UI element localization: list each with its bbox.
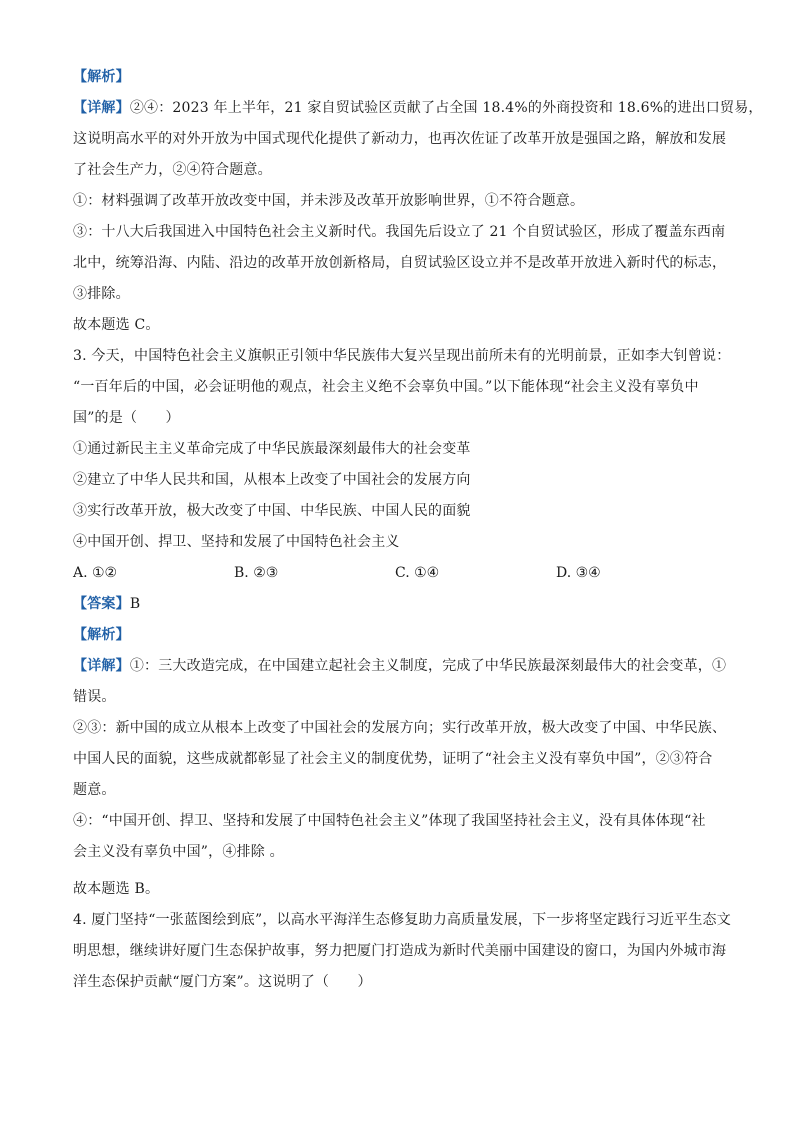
text-line <box>73 248 727 279</box>
line-text: 会主义没有辜负中国”，④排除 。 <box>73 844 284 860</box>
text-line <box>73 967 724 998</box>
line-text: 题意。 <box>73 782 116 798</box>
line-text: ①：材料强调了改革开放改变中国，并未涉及改革开放影响世界，①不符合题意。 <box>73 193 585 209</box>
text-line <box>73 496 724 527</box>
text-line <box>73 713 727 744</box>
text-line <box>73 744 724 775</box>
line-text: 故本题选 C。 <box>73 317 160 333</box>
line-text: 这说明高水平的对外开放为中国式现代化提供了新动力，也再次佐证了改革开放是强国之路，解放和发展 <box>73 131 727 147</box>
paragraph <box>73 713 727 806</box>
line-text: 3. 今天，中国特色社会主义旗帜正引领中华民族伟大复兴呈现出前所未有的光明前景，正如李大钊曾说： <box>73 348 731 364</box>
text-line <box>73 806 724 837</box>
paragraph <box>73 874 724 905</box>
text-line <box>73 186 724 217</box>
line-text: 了社会生产力，②④符合题意。 <box>73 162 272 178</box>
line-text: ③实行改革开放，极大改变了中国、中华民族、中国人民的面貌 <box>73 503 471 519</box>
paragraph <box>73 341 731 434</box>
line-text: 错误。 <box>73 689 116 705</box>
line-text: 故本题选 B。 <box>73 881 160 897</box>
answer-option: D. ③④ <box>556 565 601 581</box>
line-text: “一百年后的中国，必会证明他的观点，社会主义绝不会辜负中国。”以下能体现“社会主义没有辜负中 <box>73 379 699 395</box>
paragraph <box>73 217 727 310</box>
line-text: ②④：2023 年上半年，21 家自贸试验区贡献了占全国 18.4%的外商投资和 18.6%的进出口贸易， <box>129 100 763 116</box>
answer-option: C. ①④ <box>395 565 440 581</box>
paragraph <box>73 905 731 998</box>
line-text: ②建立了中华人民共和国，从根本上改变了中国社会的发展方向 <box>73 472 471 488</box>
text-line <box>73 403 724 434</box>
section-heading <box>73 620 724 651</box>
text-line <box>73 372 724 403</box>
line-text: 洋生态保护贡献“厦门方案”。这说明了（ ） <box>73 974 372 990</box>
text-line <box>73 527 724 558</box>
text-line <box>73 874 724 905</box>
text-line <box>73 682 724 713</box>
answer-option: B. ②③ <box>234 565 279 581</box>
line-text: 中国人民的面貌，这些成就都彰显了社会主义的制度优势，证明了“社会主义没有辜负中国”，②③符合 <box>73 751 713 767</box>
section-tag: 【解析】 <box>73 627 130 643</box>
text-line <box>73 217 724 248</box>
section-tag: 【解析】 <box>73 69 130 85</box>
line-text: 国”的是（ ） <box>73 410 180 426</box>
line-text: 北中，统筹沿海、内陆、沿边的改革开放创新格局，自贸试验区设立并不是改革开放进入新时代的标志， <box>73 255 727 271</box>
paragraph <box>73 93 763 186</box>
paragraph <box>73 434 724 558</box>
line-text: ④中国开创、捍卫、坚持和发展了中国特色社会主义 <box>73 534 400 550</box>
section-heading <box>73 62 724 93</box>
inline-tag: 【详解】 <box>73 658 130 674</box>
paragraph <box>73 589 724 620</box>
text-line <box>73 93 763 124</box>
inline-tag: 【答案】 <box>73 596 130 612</box>
text-line <box>73 124 727 155</box>
line-text: ①：三大改造完成，在中国建立起社会主义制度，完成了中华民族最深刻最伟大的社会变革，① <box>129 658 727 674</box>
paragraph <box>73 310 724 341</box>
paragraph <box>73 651 727 713</box>
line-text: ③：十八大后我国进入中国特色社会主义新时代。我国先后设立了 21 个自贸试验区，形成了覆盖东西南 <box>73 224 726 240</box>
text-line <box>73 837 724 868</box>
line-text: 明思想，继续讲好厦门生态保护故事，努力把厦门打造成为新时代美丽中国建设的窗口，为国内外城市海 <box>73 943 727 959</box>
line-text: B <box>129 596 141 612</box>
text-line <box>73 155 724 186</box>
line-text: 4. 厦门坚持“一张蓝图绘到底”，以高水平海洋生态修复助力高质量发展，下一步将坚定践行习近平生态文 <box>73 912 731 928</box>
text-line <box>73 651 727 682</box>
text-line <box>73 310 724 341</box>
text-line <box>73 589 724 620</box>
line-text: ④：“中国开创、捍卫、坚持和发展了中国特色社会主义”体现了我国坚持社会主义，没有具体体现“社 <box>73 813 706 829</box>
line-text: ③排除。 <box>73 286 130 302</box>
line-text: ①通过新民主主义革命完成了中华民族最深刻最伟大的社会变革 <box>73 441 471 457</box>
text-line <box>73 434 724 465</box>
paragraph <box>73 186 724 217</box>
inline-tag: 【详解】 <box>73 100 130 116</box>
text-line <box>73 775 724 806</box>
text-line <box>73 936 727 967</box>
text-line <box>73 341 731 372</box>
answer-option: A. ①② <box>73 565 118 581</box>
line-text: ②③：新中国的成立从根本上改变了中国社会的发展方向；实行改革开放，极大改变了中国、中华民族、 <box>73 720 727 736</box>
paragraph <box>73 806 724 868</box>
answer-options <box>73 558 724 589</box>
text-line <box>73 465 724 496</box>
text-line <box>73 279 724 310</box>
text-line <box>73 905 731 936</box>
